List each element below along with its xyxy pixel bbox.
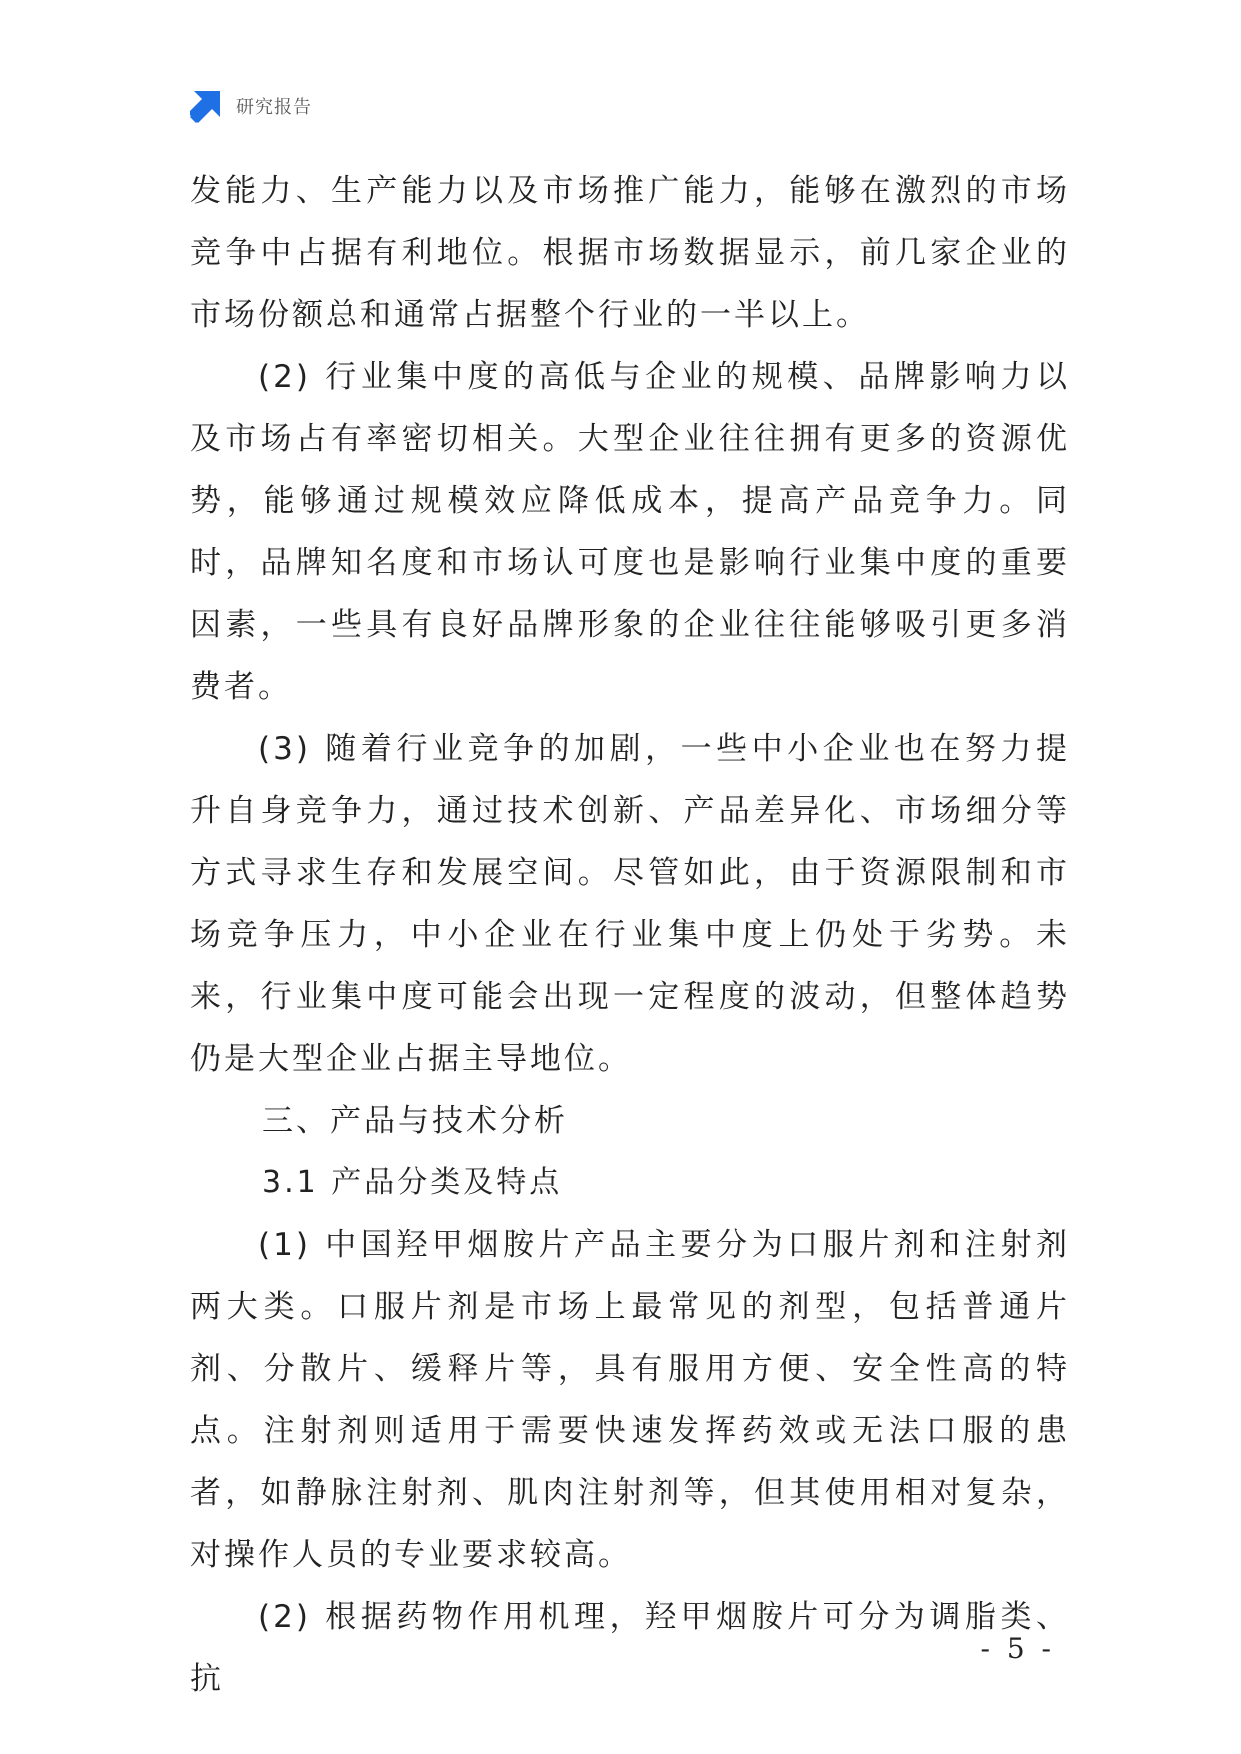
paragraph-5: (2) 根据药物作用机理，羟甲烟胺片可分为调脂类、抗 (190, 1599, 1070, 1697)
paragraph-4: (1) 中国羟甲烟胺片产品主要分为口服片剂和注射剂两大类。口服片剂是市场上最常见的剂型，包括普通片剂、分散片、缓释片等，具有服用方便、安全性高的特点。注射剂则适用于需要快速发挥药效或无法口服的患者，如静脉注射剂、肌肉注射剂等，但其使用相对复杂，对操作人员的专业要求较高。 (190, 1227, 1070, 1573)
page-number: - 5 - (980, 1632, 1055, 1665)
page-header (190, 88, 312, 124)
document-body (190, 160, 1070, 1710)
subsection-heading: 3.1 产品分类及特点 (262, 1165, 563, 1200)
paragraph-3: (3) 随着行业竞争的加剧，一些中小企业也在努力提升自身竞争力，通过技术创新、产品差异化、市场细分等方式寻求生存和发展空间。尽管如此，由于资源限制和市场竞争压力，中小企业在行业集中度上仍处于劣势。未来，行业集中度可能会出现一定程度的波动，但整体趋势仍是大型企业占据主导地位。 (190, 731, 1070, 1077)
section-heading: 三、产品与技术分析 (262, 1103, 568, 1139)
header-label: 研究报告 (236, 97, 312, 118)
paragraph-continued: 发能力、生产能力以及市场推广能力，能够在激烈的市场竞争中占据有利地位。根据市场数据显示，前几家企业的市场份额总和通常占据整个行业的一半以上。 (190, 173, 1070, 333)
arrow-up-right-icon (190, 89, 224, 123)
paragraph-2: (2) 行业集中度的高低与企业的规模、品牌影响力以及市场占有率密切相关。大型企业往往拥有更多的资源优势，能够通过规模效应降低成本，提高产品竞争力。同时，品牌知名度和市场认可度也是影响行业集中度的重要因素，一些具有良好品牌形象的企业往往能够吸引更多消费者。 (190, 359, 1070, 705)
